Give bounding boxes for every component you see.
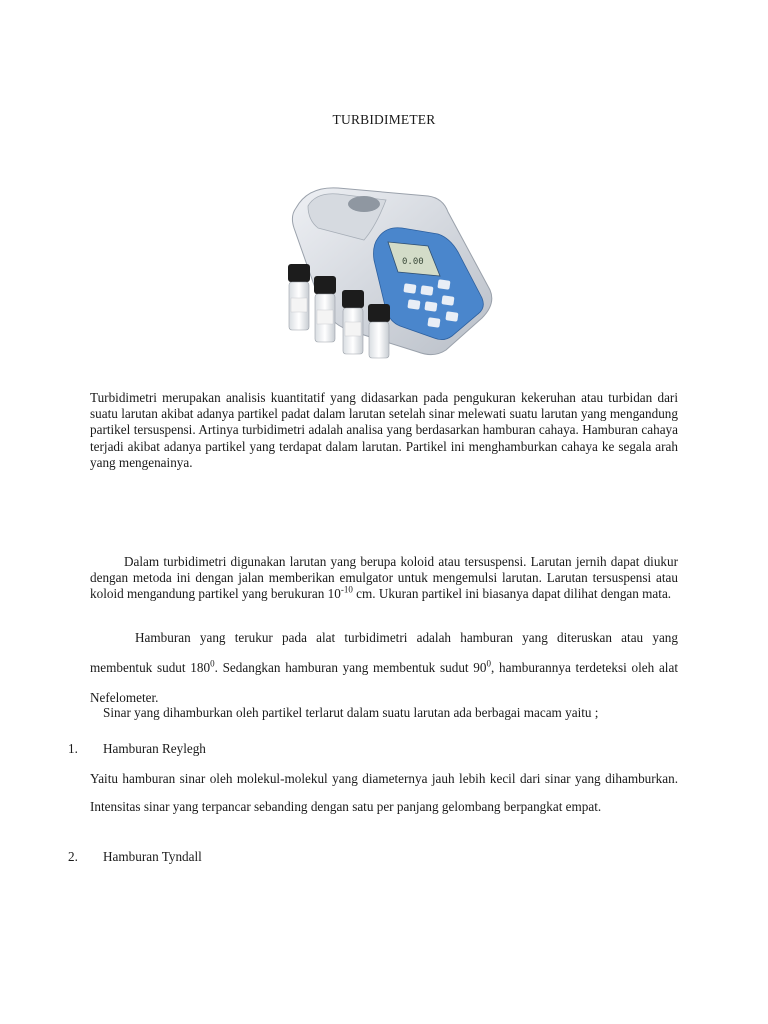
size-exponent: -10 xyxy=(340,585,353,596)
colloid-text-2: cm. Ukuran partikel ini biasanya dapat dilihat dengan mata. xyxy=(352,586,672,602)
lcd-readout: 0.00 xyxy=(402,257,424,267)
list-item-label: Hamburan Reylegh xyxy=(103,741,206,756)
intro-paragraph: Turbidimetri merupakan analisis kuantitatif yang didasarkan pada pengukuran kekeruhan atau turbidan dari suatu larutan akibat adanya partikel padat dalam larutan setelah sinar melewati suatu larutan yang mengandung partikel tersuspensi. Artinya turbidimetri adalah analisa yang berdasarkan hamburan cahaya. Hamburan cahaya terjadi akibat adanya partikel yang terdapat dalam larutan. Partikel ini menghamburkan cahaya ke segala arah yang mengenainya. xyxy=(90,390,678,470)
list-item-description: Yaitu hamburan sinar oleh molekul-molekul yang diameternya jauh lebih kecil dari sinar yang dihamburkan. Intensitas sinar yang terpancar sebanding dengan satu per panjang gelombang berpangkat empat. xyxy=(90,771,678,814)
degree-mark-1: 0 xyxy=(210,658,215,669)
sample-vial xyxy=(288,264,310,330)
angle-text-2: . Sedangkan hamburan yang membentuk sudut 90 xyxy=(214,660,487,675)
scattering-angle-paragraph xyxy=(90,623,678,713)
list-number: 2. xyxy=(68,849,78,864)
colloid-text-1: Dalam turbidimetri digunakan larutan yang berupa koloid atau tersuspensi. Larutan jernih dapat diukur dengan metoda ini dengan jalan memberikan emulgator untuk mengemulsi larutan. Larutan tersuspensi atau koloid mengandung partikel yang berukuran 10 xyxy=(90,554,678,602)
turbidimeter-image xyxy=(268,180,498,360)
list-number: 1. xyxy=(68,741,78,756)
angle-text-3: , hamburannya terdeteksi oleh alat Nefelometer. xyxy=(90,660,678,705)
colloid-paragraph xyxy=(90,554,678,603)
page-title: TURBIDIMETER xyxy=(332,112,436,127)
angle-text-1: Hamburan yang terukur pada alat turbidimetri adalah hamburan yang diteruskan atau yang membentuk sudut 180 xyxy=(90,630,678,675)
list-item-label: Hamburan Tyndall xyxy=(103,849,202,864)
degree-mark-2: 0 xyxy=(486,658,491,669)
types-intro: Sinar yang dihamburkan oleh partikel terlarut dalam suatu larutan ada berbagai macam yaitu ; xyxy=(103,705,599,720)
